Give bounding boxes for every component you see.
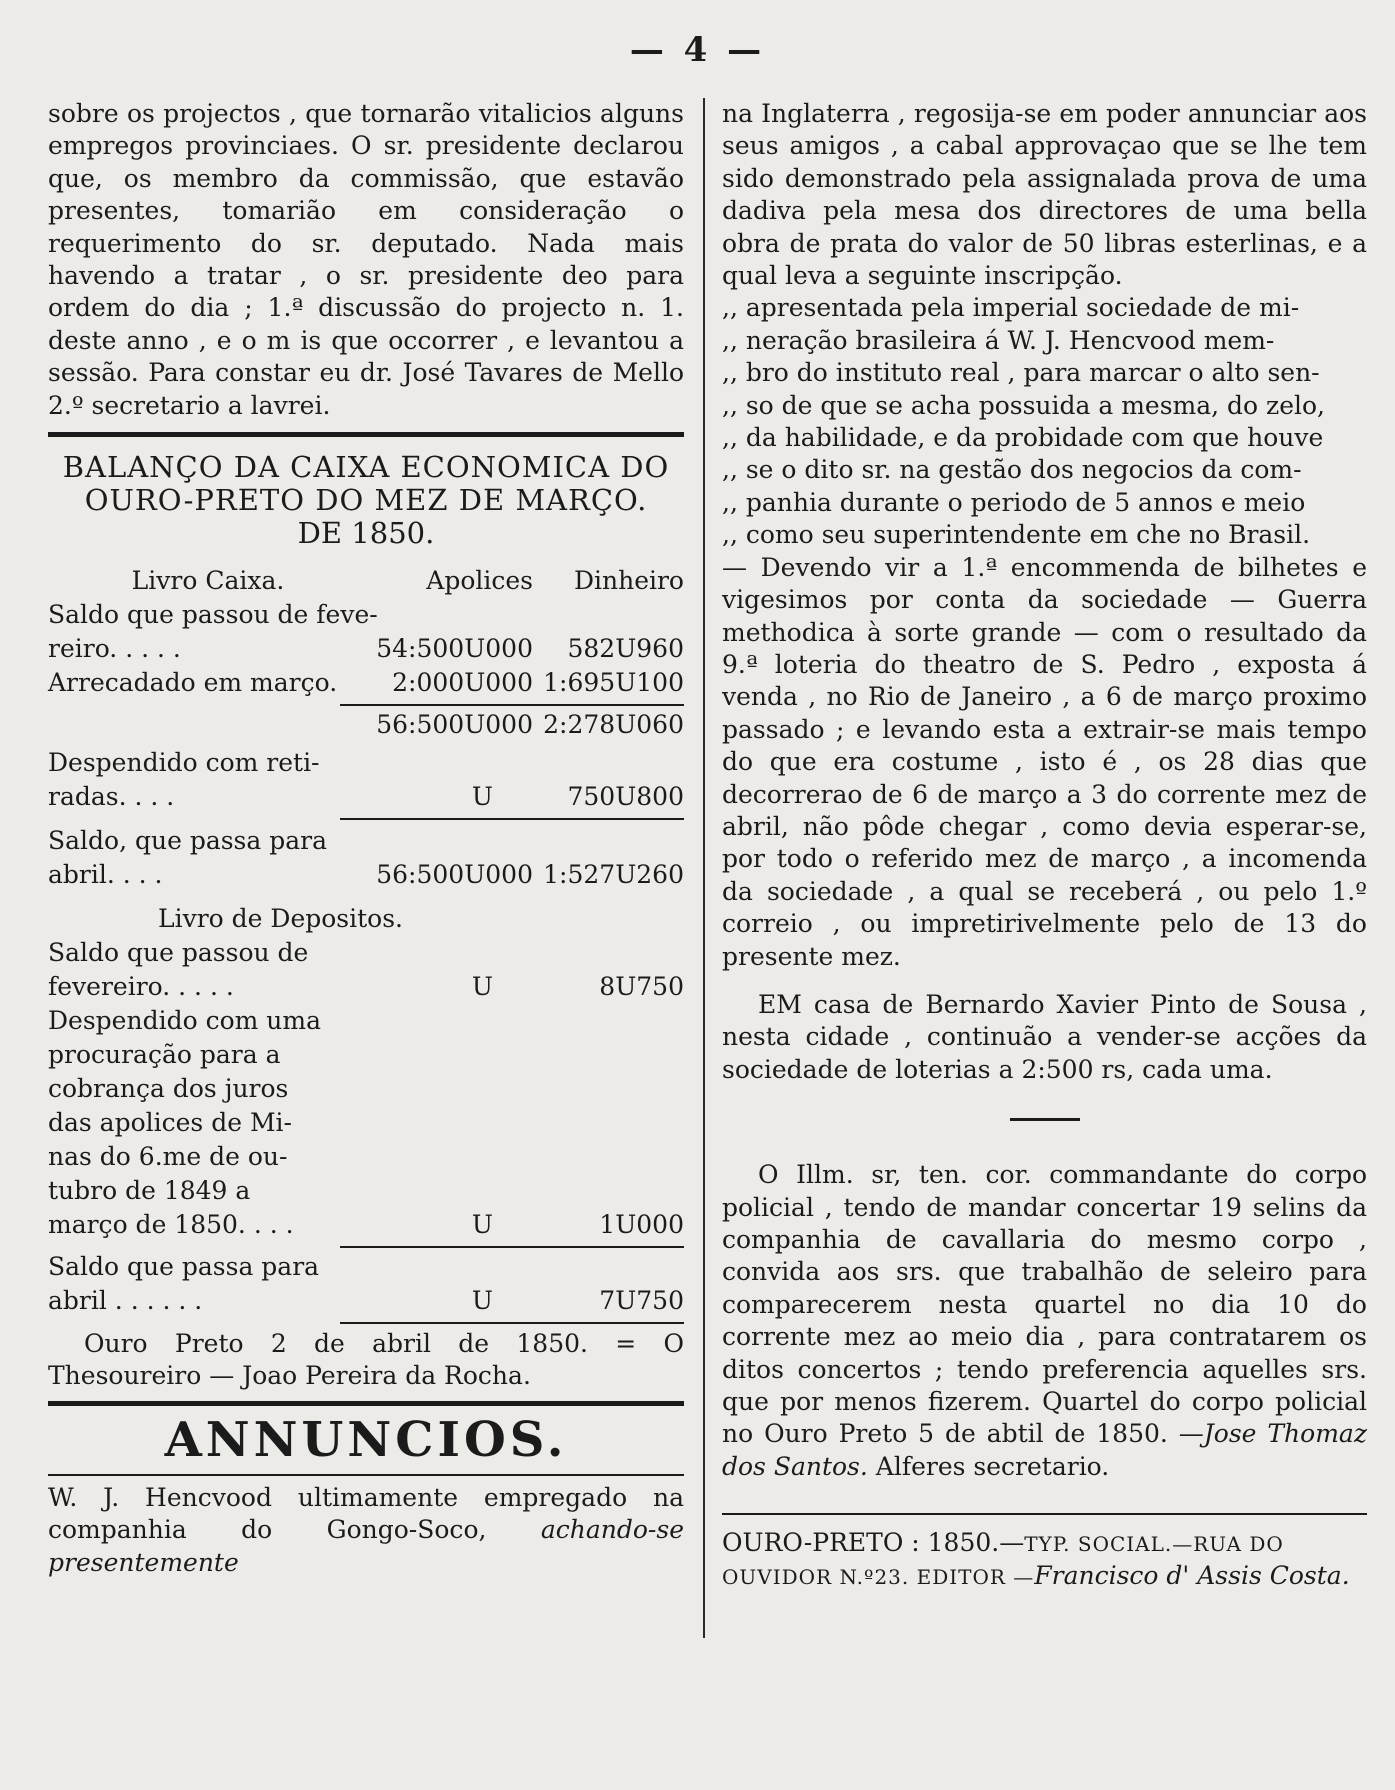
total-apolices: 56:500U000 — [376, 710, 533, 740]
session-report-end: sobre os projectos , que tornarão vitalicios alguns empregos provinciaes. O sr. presidente declarou que, os membro da commissão, que estavão presentes, tomarião em consideração o requerimento do sr. deputado. Nada mais havendo a tratar , o sr. presidente deo para ordem do dia ; 1.ª discussão do projecto n. 1. deste anno , e o m is que occorrer , e levantou a sessão. Para constar eu dr. José Tavares de Mello 2.º secretario a lavrei. — [48, 99, 684, 420]
dep-abril-dinheiro: 7U750 — [599, 1286, 684, 1316]
balance-signature: Ouro Preto 2 de abril de 1850. = O Thesoureiro — Joao Pereira da Rocha. — [48, 1329, 684, 1391]
saldo-abril-label: Saldo, que passa para — [48, 826, 328, 856]
procuracao-dinheiro: 1U000 — [599, 1210, 684, 1240]
saldo-abril-row: abril. . . . 56:500U000 1:527U260 — [48, 858, 684, 892]
procuracao-line: procuração para a — [48, 1040, 281, 1070]
despendido-row: radas. . . . U 750U800 — [48, 780, 684, 814]
left-column — [48, 98, 684, 1579]
sum-rule — [48, 818, 684, 820]
imprint: OURO-PRETO : 1850.—TYP. SOCIAL.—RUA DO OUVIDOR N.º23. EDITOR —Francisco d' Assis Costa. — [722, 1528, 1350, 1591]
separator-rule — [1010, 1118, 1080, 1121]
header-livro-caixa: Livro Caixa. — [131, 566, 285, 596]
header-apolices: Apolices — [426, 566, 533, 596]
total-row — [48, 708, 684, 742]
saldo-fev-dinheiro: 582U960 — [567, 634, 684, 664]
sum-rule — [48, 704, 684, 706]
hencvood-notice-cont: na Inglaterra , regosija-se em poder annunciar aos seus amigos , a cabal approvaçao que se lhe tem sido demonstrado pela assignalada prova de uma dadiva pela mesa dos directores de uma bella obra de prata do valor de 50 libras esterlinas, e a qual leva a seguinte inscripção. — [722, 99, 1367, 291]
balance-date: DE 1850. — [297, 516, 435, 551]
inscription-line: ,, panhia durante o periodo de 5 annos e meio — [722, 487, 1306, 517]
annuncios-heading: ANNUNCIOS. — [164, 1411, 568, 1468]
section-rule — [48, 1401, 684, 1406]
despendido-label: Despendido com reti- — [48, 748, 320, 778]
dep-saldo-dinheiro: 8U750 — [599, 972, 684, 1002]
inscription-line: ,, da habilidade, e da probidade com que houve — [722, 423, 1324, 453]
arrecadado-row: Arrecadado em março. 2:000U000 1:695U100 — [48, 666, 684, 700]
procuracao-line: das apolices de Mi- — [48, 1108, 292, 1138]
balance-header-row — [48, 564, 684, 598]
sum-rule — [48, 1322, 684, 1324]
dep-saldo-label: Saldo que passou de — [48, 938, 309, 968]
inscription-line: ,, neração brasileira á W. J. Hencvood mem- — [722, 325, 1275, 355]
imprint-rule — [722, 1513, 1367, 1515]
section-rule — [48, 1474, 684, 1476]
despendido-dinheiro: 750U800 — [567, 782, 684, 812]
total-dinheiro: 2:278U060 — [543, 710, 684, 740]
dep-abril-label: Saldo que passa para — [48, 1252, 320, 1282]
sum-rule — [48, 1246, 684, 1248]
inscription-line: ,, bro do instituto real , para marcar o alto sen- — [722, 358, 1320, 388]
saldo-abril-apolices: 56:500U000 — [376, 860, 533, 890]
saldo-fevereiro-row: reiro. . . . . 54:500U000 582U960 — [48, 632, 684, 666]
right-column — [722, 98, 1367, 1593]
saldo-fevereiro-label: Saldo que passou de feve- — [48, 600, 378, 630]
despendido-apolices: U — [471, 782, 493, 812]
procuracao-row: março de 1850. . . . U 1U000 — [48, 1208, 684, 1242]
arrecadado-apolices: 2:000U000 — [392, 668, 533, 698]
saldo-fev-apolices: 54:500U000 — [376, 634, 533, 664]
section-rule — [48, 432, 684, 437]
dep-saldo-row: fevereiro. . . . . U 8U750 — [48, 970, 684, 1004]
header-dinheiro: Dinheiro — [573, 566, 684, 596]
loteria-notice: — Devendo vir a 1.ª encommenda de bilhetes e vigesimos por conta da sociedade — Guerra methodica à sorte grande — com o resultado da 9.ª loteria do theatro de S. Pedro , exposta á venda , no Rio de Janeiro , a 6 de março proximo passado ; e levando esta a extrair-se mais tempo do que era costume , isto é , os 28 dias que decorrerao de 6 de março a 3 do corrente mez de abril, não pôde chegar , como devia esperar-se, por todo o referido mez de março , a incomenda da sociedade , a qual se receberá , ou pelo 1.º correio , ou impretirivelmente pelo de 13 do presente mez. — [722, 552, 1367, 971]
column-divider — [703, 98, 705, 1638]
hencvood-notice-start: W. J. Hencvood ultimamente empregado na companhia do Gongo-Soco, achando-se presentemente — [48, 1482, 684, 1577]
procuracao-line: cobrança dos juros — [48, 1074, 289, 1104]
procuracao-line: Despendido com uma — [48, 1006, 321, 1036]
selins-notice: O Illm. sr, ten. cor. commandante do corpo policial , tendo de mandar concertar 19 selins da companhia de cavallaria do mesmo corpo , convida aos srs. que trabalhão de seleiro para comparecerem nesta quartel no dia 10 do corrente mez ao meio dia , para contratarem os ditos concertos ; tendo preferencia aquelles srs. que por menos fizerem. Quartel do corpo policial no Ouro Preto 5 de abtil de 1850. —Jose Thomaz dos Santos. Alferes secretario. — [722, 1160, 1367, 1481]
inscription-line: ,, se o dito sr. na gestão dos negocios da com- — [722, 455, 1302, 485]
accoes-notice: EM casa de Bernardo Xavier Pinto de Sousa , nesta cidade , continuão a vender-se acções da sociedade de loterias a 2:500 rs, cada uma. — [722, 989, 1367, 1084]
page-number: — 4 — — [629, 30, 766, 70]
procuracao-line: nas do 6.me de ou- — [48, 1142, 288, 1172]
inscription-line: ,, so de que se acha possuida a mesma, do zelo, — [722, 390, 1326, 420]
arrecadado-dinheiro: 1:695U100 — [543, 668, 684, 698]
procuracao-line: tubro de 1849 a — [48, 1176, 251, 1206]
inscription-line: ,, apresentada pela imperial sociedade de mi- — [722, 293, 1300, 323]
inscription-line: ,, como seu superintendente em che no Brasil. — [722, 520, 1311, 550]
dep-abril-row: abril . . . . . . U 7U750 — [48, 1284, 684, 1318]
balance-title: BALANÇO DA CAIXA ECONOMICA DO OURO-PRETO DO MEZ DE MARÇO. — [62, 450, 670, 518]
saldo-abril-dinheiro: 1:527U260 — [543, 860, 684, 890]
livro-depositos-heading: Livro de Depositos. — [158, 904, 404, 934]
